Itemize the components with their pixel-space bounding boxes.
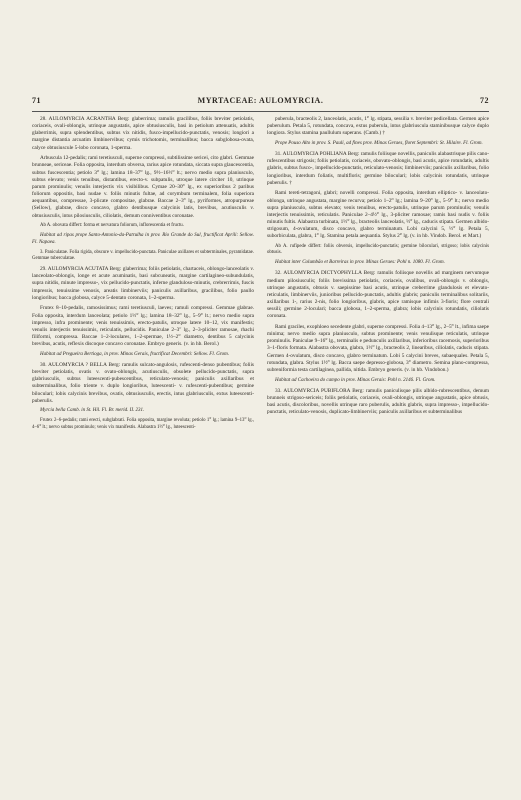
text-paragraph: 29. AULOMYRCIA ACUTATA Berg: glaberrima; foliis petiolatis, chartaceis, oblongo-lanceolatis v. lanceolato-oblongis, longe et acute acuminatis, basi subcuneatis, margine cartilagineo-subundulatis, supra nitidis, minute impresso-, vix pellucido-punctatis, inferne glanduloso-minutis, crebrerrimis, fuscis impressis, tenuissime venosis, areatis limbinerviis; paniculis axillaribus, gracilibus, folio paullo longioribus; bacca globosa, calyce 5-dentato coronata, 1–2-sperma. [32,266,254,301]
text-paragraph: 33. AULOMYRCIA PUBIFLORA Berg: ramulis paniculisque pilis albido-rubrescentibus, demum brunneis strigoso-sericeis; foliis petiolatis, coriaceis, ovali-oblongis, utrinque angustatis, apice obtusis, basi acutis, discoloribus, novellis utrinque raro puberulis, adultis glabris, supra impresso-, impellucido-punctatis, reticulato-venosis, duplicato-limbinerviis; paniculis axillaribus et subterminalibus [267,387,489,416]
right-column [267,116,489,756]
text-paragraph: Arbuscula 12-pedalis; rami teretiusculi, superne compressi, subtilissime sericei, cito glabri. Gemmae brunneae, sericeae. Folia opposita, interdum obversa, rarius apice rotundata, siccata supra glaucescentia, subtus fuscescentia; petiolo 3‴ lg.; lamina 18–37‴ lg., 9½–16½‴ lt.; nervo medio supra planiusculo, subtus elevato; venis tenuibus, distantibus, erecto-v. subpatulis, utroque latere circiter 10, utrinque parum prominulis; venulis interjectis vix visibilibus. Cymae 20–30‴ lg., ex superioribus 2 paribus foliorum oppositis, basi nudae v. foliis minutis fultae, ad corymbum terminalem, folia superiora aequantibus, compressae, 3-plicate compositae, glabrae. Baccae 2–3‴ lg., pyriformes, atropurpureae (Sellow), glabrae, disco concavo, glabro dentibusque calycinis latis, brevibus, acutiusculis v. obtusiusculis, intus pilosiusculis, ciliolatis, demum conniventibus coronatae. [32,155,254,219]
habitat-paragraph: Habitat ad Cachoeira do campo in prov. Minas Gerais: Pohl n. 2146. Fl. Grom. [275,377,436,383]
header-rule [32,111,489,112]
habitat-paragraph: Prope Pouso Alto in prov. S. Pauli, ad fines prov. Minas Geraes, floret Septembri: St. Hilaire. Fl. Grom. [275,140,483,146]
text-paragraph: Rami graciles, exophloeo secedente glabri, superne compressi. Folia 4–13‴ lg., 2–5‴ lt., infima saepe minima; nervo medio supra planiusculo, subtus prominente; venis venulisque reticulatis, utrinque prominulis. Paniculae 9–16‴ lg., terminalis e pedunculis axillaribus, inferioribus racemosis, superioribus 3–1-floris formata. Alabastra obovata, glabra, 1½‴ lg., bracteolis 2, linearibus, ciliolatis, caducis stipata. Germen 4-ovulatum, disco concavo, glabro terminatum. Lobi 5 calycini breves, subaequales. Petala 5, rotundata, glabra. Stylus 1½‴ lg. Bacca saepe depresso-globosa, 3‴ diametro. Semina plano-compressa, subreniformia testa cartilaginea, pallida, nitida. Embryo generis. (v. in hb. Vindobon.) [267,323,489,373]
page-number-right: 72 [480,96,489,105]
text-paragraph: 28. AULOMYRCIA ACRANTHA Berg: glaberrima; ramulis gracilibus, foliis breviter petiolatis, coriaceis, ovali-oblongis, utrinque angustatis, apice obtusiusculis, basi in petiolum attenuatis, adultis glaberrimis, supra splendentibus, subtus vix nitidis, fusco-impellucido-punctatis, venosis; longiori a margine distantia arcuatim limbinervibus; cymis trichotomis, terminalibus; bacca subglobosa-ovata, calyce obtusiuscule 5-lobo coronata, 1-sperma. [32,116,254,151]
page-number-left: 71 [32,96,41,105]
text-paragraph: 32. AULOMYRCIA DICTYOPHYLLA Berg: ramulis foliisque novellis ad marginem nervumque medium pilosiusculis; foliis brevissima petiolatis, coriaceis, ovalibus, ovali-oblongis v. oblongis, utrinque angustatis, obtusis v. saepissime basi acutis, utrinque creberrime glandulosis et elevato-reticulatis, limbinerviis, junioribus pellucido-punctatis, adultis glabris; paniculis terminalibus solitariis, axillaribus 1-, rarius 2-nis, folio longioribus, glabris, apice ramisque infimis 3-fioris; flore centrali sessili; germine 2-loculari; bacca globosa, 1–2-sperma, glabra; lobis calycinis rotundatis, ciliolatis coronata. [267,270,489,320]
text-paragraph: Frutex 2–6-pedalis; rami erecti, subglabrati. Folia opposita, margine revoluta; petiolo 1‴ lg.; lamina 9–13‴ lg., 4–6‴ lt.; nervo subtus prominulo; venis vix manifestis. Alabastra 1½‴ lg., luteescenti- [32,418,254,430]
note-paragraph: 3. Paniculatae. Folia rigida, obscure v. impellucido-punctata. Paniculae axillares et subterminales, pyramidatae. Gemmae tuberculatae. [32,249,254,262]
habitat-paragraph: Habitat ad Pregueira Bertioga, in prov. Minas Gerais, fructificat Decembri: Sellow. Fl. Grom. [40,351,229,357]
note-paragraph: Ab A. obovata differt: forma et nervatura foliorum, inflorescentia et fructu. [40,223,184,229]
left-column [32,116,254,756]
text-paragraph: Rami tereti-tetragoni, glabri; novelli compressi. Folia opposita, interdum elliptico- v. lanceolato-oblonga, utrinque angustata, margine recurva; petiolo 1–2‴ lg.; lamina 9–20‴ lg., 5–9‴ lt.; nervo medio supra planiusculo, subtus elevato; venis tenuibus, erecto-patulis, utrinque parum prominulis; venulis interjectis tenuissimis, reticulatis. Paniculae 2–4½‴ lg., 3-pliciter ramosae; ramis basi nudis v. foliis minutis fultis. Alabastra turbinata, 1½‴ lg., bracteolis lanceolatis, ½‴ lg., caducis stipata. Germen albido-strigosum, 4-ovulatum, disco concavo, glabro terminatum. Lobi calycini 5, ½‴ lg. Petala 5, suborbiculata, glabra, 1‴ lg. Staminа petala aequantia. Stylus 2‴ lg. (v. in hb. Vindob. Berol. et Mart.) [267,190,489,240]
text-paragraph: 30. AULOMYRCIA ? BELLA Berg: ramulis sulcato-angulosis, rufescenti-denso pubentibus; foliis breviter petiolatis, ovatis v. ovato-oblongis, acutiusculis, obsolete pellucido-punctatis, supra glabriusculis, subtus luteescenti-pubescentibus, reticulato-venosis; paniculis axillaribus et subterminalibus, folio triente v. duplo longioribus, luteescenti- v. rufescenti-pubentibus; germine biloculari; lobis calycinis brevibus, ovatis, obtusiusculis, erectis, intus glabriusculis, extus luteescenti-puberulis. [32,361,254,404]
habitat-paragraph: Myrcia bella Camb. in St. Hil. Fl. Br. merid. II. 231. [40,408,145,414]
habitat-paragraph: Habitat inter Columbão et Barreiras in prov. Minas Geraes: Pohl n. 1080. Fl. Grom. [275,260,445,266]
text-paragraph: 31. AULOMYRCIA POHLIANA Berg: ramulis foliisque novellis, paniculis alabastrisque pilis cano-rufescentibus strigosis; foliis petiolatis, coriaceis, obovato-oblongis, basi acutis, apice rotundatis, adultis glabris, subtus fusco-, impellucido-punctatis, reticulato-venosis; limbinerviis; paniculis axillaribus, folio longioribus, interdum foliatis, multifloris; germine biloculari; lobis calycinis rotundatis, utrinque puberulis. † [267,151,489,186]
note-paragraph: Ab A. rufipede differt: foliis obversis, impellucido-punctatis; germine biloculari, strigoso; lobis calycinis obtusis. [267,243,489,256]
page-header [32,96,489,110]
habitat-paragraph: Habitat ad ripas prope Santo-Antonio-da-Patrulha in prov. Rio Grande do Sul, fructificat Aprili: Sellow. Fl. Napaea. [32,233,254,245]
text-paragraph: Frutex 8–10-pedalis, ramosissimus; rami teretiusculi, laeves; ramuli compressi. Gemmae glabrae. Folia opposita, interdum lanceolata; petiolo 1½‴ lg.; lamina 18–32‴ lg., 5–9‴ lt.; nervo medio supra impresso, infra prominente; venis tenuissimis, erecto-patulis, utroque latere 10–12, vix manifestis; venulis interjectis tenuissimis, reticulatis, pellucidis. Paniculae 2–3″ lg., 2–3-pliciter ramosae, rhachi filiformi, compressa. Baccae 1–2-loculares, 1–2-spermae, 1½–2‴ diametro, dentibus 5 calycinis brevibus, acutis, reflexis discoque concavo coronatae. Embryo generis. (v. in hb. Berol.) [32,305,254,348]
text-paragraph: puberula, bracteolis 2, lanceolatis, acutis, 1‴ lg. stipata, sessilia v. breviter pedicellata. Germen apice puberulum. Petala 5, rotundata, concava, extus puberula, intus glabriuscula staminibusque calyce duplo longiora. Stylus stamina paullulum superans. (Camb.) † [267,116,489,137]
running-title: MYRTACEAE: AULOMYRCIA. [197,96,324,105]
